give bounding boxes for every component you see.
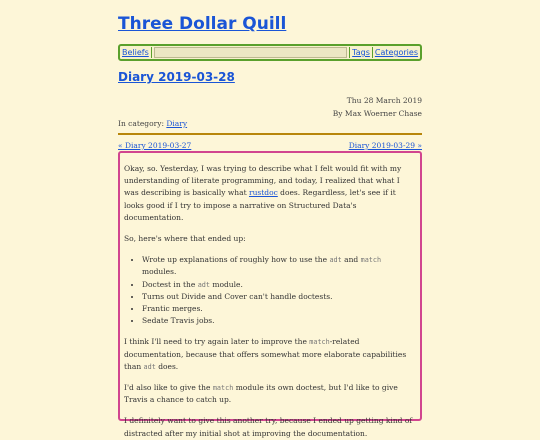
nav-categories-link[interactable]: Categories [374,48,418,57]
text: and [341,255,361,265]
inline-code: match [212,384,234,393]
paragraph [124,382,416,406]
progress-list [142,254,416,327]
list-item: • Turns out Divide and Cover can't handle doctests. [142,291,416,303]
list-item [142,279,416,291]
post-title-link[interactable]: Diary 2019-03-28 [118,70,235,84]
header-divider [118,133,422,135]
nav-spacer [154,47,347,58]
inline-code: adt [143,362,156,371]
list-item: • Frantic merges. [142,303,416,315]
paragraph [124,336,416,373]
paragraph: I definitely want to give this another try, because I ended up getting kind of distracted after my initial shot at improving the documentation. [124,416,413,438]
text: Doctest in the [142,279,198,289]
text: does. [155,361,179,371]
list-item [142,254,416,278]
text: Okay, so. Yesterday, I was trying to describe what I felt would fit with my understanding of literate programming, and today, I realized that what I was describing is basically what [124,164,402,198]
post-author: By Max Woerner Chase [332,108,422,118]
post-content [118,151,422,438]
site-title-link[interactable]: Three Dollar Quill [118,14,287,34]
inline-code: adt [197,280,210,289]
text: module its own doctest, but I'd like to give Travis a chance to catch up. [124,383,398,405]
prev-post-link[interactable]: « Diary 2019-03-27 [118,141,192,150]
nav-tags-link[interactable]: Tags [352,48,370,57]
nav-beliefs-link[interactable]: Beliefs [122,48,149,57]
text: I'd also like to give the [124,383,213,393]
list-item: • Sedate Travis jobs. [142,315,416,327]
nav-divider [151,47,152,58]
category-link[interactable]: Diary [166,119,188,128]
text: modules. [142,267,177,277]
inline-code: match [309,338,330,347]
next-post-link[interactable]: Diary 2019-03-29 » [348,141,422,150]
text: I think I'll need to try again later to improve the [124,337,310,347]
post-meta [333,95,422,120]
text: module. [210,279,243,289]
inline-code: match [360,256,382,265]
rustdoc-link[interactable]: rustdoc [248,188,278,198]
nav-bar [118,44,422,61]
text: -related documentation, because that offers somewhat more elaborate capabilities than [124,337,407,371]
category-prefix: In category: [118,119,164,128]
post-navigation [118,141,422,150]
post-category [118,119,187,128]
text: does. Regardless, let's see if it looks good if I try to impose a narrative on Structured Data's documentation. [124,188,396,222]
inline-code: adt [329,256,342,265]
paragraph: So, here's where that ended up: [124,234,246,244]
paragraph [124,163,416,224]
text: Wrote up explanations of roughly how to use the [142,255,330,265]
post-date: Thu 28 March 2019 [346,96,422,105]
